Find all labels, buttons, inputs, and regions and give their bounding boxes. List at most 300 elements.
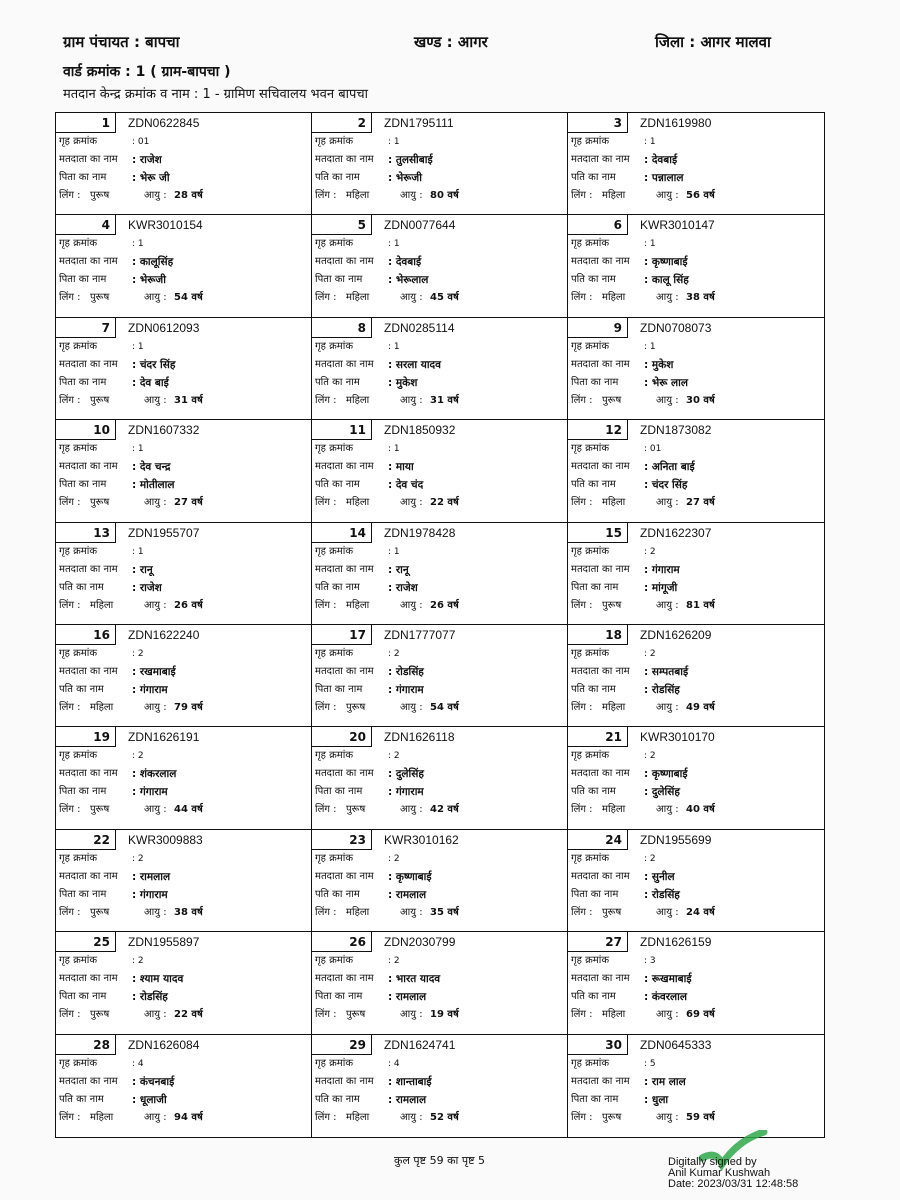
gender-label: लिंग : [571, 906, 593, 918]
voter-card-header [56, 727, 311, 747]
age-label: आयु : [144, 599, 167, 611]
voter-name: : कृष्णाबाई [644, 768, 688, 781]
house-row [568, 1055, 824, 1073]
relative-row [56, 783, 311, 801]
relative-name: : कंवरलाल [644, 991, 688, 1004]
house-label: गृह क्रमांक [571, 955, 610, 967]
age-label: आयु : [400, 190, 423, 201]
age-value: 79 वर्ष [174, 702, 203, 713]
voter-name-row [568, 561, 824, 579]
voter-card [56, 932, 312, 1034]
house-row [568, 338, 824, 356]
voter-card [312, 1035, 568, 1137]
age-value: 31 वर्ष [174, 394, 203, 406]
house-row [568, 850, 824, 868]
voter-name-row [312, 253, 567, 271]
voter-name-row [56, 253, 311, 271]
relation-label: पति का नाम [59, 1093, 104, 1105]
relative-name: : मांगूजी [644, 581, 678, 594]
voter-epic-number: KWR3009883 [128, 832, 203, 847]
relative-row [568, 271, 824, 289]
voter-name: : देव चन्द्र [132, 461, 171, 474]
gender-value: पुरूष [90, 394, 110, 406]
gender-value: महिला [346, 292, 370, 304]
gender-age-row [312, 494, 567, 512]
relation-label: पति का नाम [315, 172, 360, 183]
voter-name-label: मतदाता का नाम [315, 768, 374, 780]
age-value: 19 वर्ष [430, 1009, 459, 1021]
age-label: आयु : [400, 804, 423, 816]
house-row [56, 133, 311, 151]
voter-name-row [312, 663, 567, 681]
gender-value: पुरूष [90, 190, 110, 201]
age-label: आयु : [656, 702, 679, 713]
voter-name: : भारत यादव [388, 973, 441, 986]
age-label: आयु : [144, 292, 167, 304]
voter-epic-number: KWR3010154 [128, 218, 203, 233]
voter-epic-number: ZDN1626159 [640, 935, 712, 950]
house-row [56, 338, 311, 356]
relative-name: : रामलाल [388, 1093, 427, 1106]
voter-name-row [568, 970, 824, 988]
relation-label: पति का नाम [571, 172, 616, 183]
voter-name: : रोडसिंह [388, 666, 424, 678]
relation-label: पति का नाम [571, 479, 616, 491]
age-label: आयु : [144, 394, 167, 406]
gender-label: लिंग : [571, 1009, 593, 1021]
voter-serial-number: 16 [56, 625, 116, 645]
voter-name-row [56, 663, 311, 681]
relative-row [312, 681, 567, 699]
relative-row [568, 579, 824, 597]
relation-label: पति का नाम [571, 684, 616, 695]
age-value: 22 वर्ष [430, 497, 459, 509]
house-row [568, 747, 824, 765]
relative-name: : धूलाजी [132, 1093, 167, 1106]
voter-name: : रानू [132, 563, 153, 576]
house-row [312, 645, 567, 663]
voter-epic-number: KWR3010162 [384, 832, 459, 847]
voter-name-label: मतदाता का नाम [59, 973, 118, 985]
house-row [568, 645, 824, 663]
house-label: गृह क्रमांक [315, 852, 354, 864]
age-value: 27 वर्ष [174, 497, 203, 509]
document-header [0, 32, 900, 54]
gender-value: महिला [602, 292, 626, 304]
house-label: गृह क्रमांक [315, 750, 354, 762]
age-value: 54 वर्ष [174, 292, 203, 304]
voter-name-row [312, 765, 567, 783]
relation-label: पति का नाम [59, 684, 104, 695]
relation-label: पिता का नाम [59, 991, 107, 1003]
voter-name-label: मतदाता का नाम [315, 461, 374, 473]
voter-serial-number: 4 [56, 215, 116, 235]
voter-name-label: मतदाता का नाम [59, 563, 118, 575]
voter-epic-number: KWR3010170 [640, 730, 715, 745]
voter-name-label: मतदाता का नाम [315, 358, 374, 370]
house-row [312, 133, 567, 151]
voter-card [312, 727, 568, 829]
voter-serial-number: 8 [312, 318, 372, 338]
gender-label: लिंग : [315, 906, 337, 918]
voter-name: : सरला यादव [388, 358, 441, 371]
house-number: : 4 [132, 1058, 144, 1069]
voter-name: : शंकरलाल [132, 768, 177, 781]
voter-card-header [56, 1035, 311, 1055]
voter-card-header [56, 420, 311, 440]
gender-age-row [56, 494, 311, 512]
age-label: आयु : [144, 906, 167, 918]
voter-serial-number: 27 [568, 932, 628, 952]
voter-grid [55, 112, 825, 1138]
voter-card-header [568, 727, 824, 747]
gender-value: पुरूष [90, 906, 110, 918]
relative-row [312, 1091, 567, 1109]
zila-title: जिला : आगर मालवा [655, 33, 771, 51]
voter-card [568, 215, 824, 317]
voter-epic-number: ZDN1624741 [384, 1037, 456, 1052]
house-label: गृह क्रमांक [571, 648, 610, 659]
age-label: आयु : [656, 906, 679, 918]
voter-epic-number: ZDN0077644 [384, 218, 456, 233]
gender-label: लिंग : [315, 1009, 337, 1021]
voter-card-header [568, 113, 824, 133]
age-label: आयु : [400, 702, 423, 713]
voter-name-label: मतदाता का नाम [571, 666, 630, 677]
house-number: : 2 [132, 751, 144, 762]
relative-row [568, 169, 824, 187]
gender-value: महिला [602, 1009, 626, 1021]
relative-name: : राजेश [388, 581, 418, 594]
relative-row [312, 271, 567, 289]
voter-name-label: मतदाता का नाम [571, 870, 630, 882]
gender-age-row [56, 801, 311, 819]
gender-label: लिंग : [59, 292, 81, 304]
voter-epic-number: ZDN1873082 [640, 423, 712, 438]
gender-label: लिंग : [315, 190, 337, 201]
voter-name-label: मतदाता का नाम [571, 256, 630, 268]
gender-label: लिंग : [59, 804, 81, 816]
voter-epic-number: KWR3010147 [640, 218, 715, 233]
house-label: गृह क्रमांक [571, 443, 610, 455]
voter-epic-number: ZDN1795111 [384, 116, 454, 130]
gender-age-row [568, 289, 824, 307]
house-row [312, 747, 567, 765]
voter-name-label: मतदाता का नाम [59, 154, 118, 165]
gender-value: पुरूष [90, 497, 110, 509]
voter-name: : राजेश [132, 154, 162, 166]
gender-value: महिला [346, 497, 370, 509]
age-label: आयु : [144, 1111, 167, 1123]
age-label: आयु : [400, 292, 423, 304]
relation-label: पिता का नाम [571, 888, 619, 900]
house-number: : 4 [388, 1058, 400, 1069]
gender-label: लिंग : [59, 497, 81, 509]
relative-row [56, 271, 311, 289]
age-value: 52 वर्ष [430, 1111, 459, 1123]
relative-row [568, 783, 824, 801]
gender-label: लिंग : [315, 292, 337, 304]
voter-name-row [56, 970, 311, 988]
voter-card-header [312, 932, 567, 952]
house-label: गृह क्रमांक [315, 1057, 354, 1069]
voter-serial-number: 29 [312, 1035, 372, 1055]
house-label: गृह क्रमांक [59, 750, 98, 762]
voter-card [568, 420, 824, 522]
voter-name: : चंदर सिंह [132, 358, 176, 371]
gender-label: लिंग : [315, 394, 337, 406]
gender-age-row [568, 392, 824, 410]
relative-name: : रोडसिंह [644, 888, 680, 901]
house-label: गृह क्रमांक [571, 852, 610, 864]
gender-age-row [568, 801, 824, 819]
voter-card-header [56, 625, 311, 645]
voter-epic-number: ZDN0285114 [384, 320, 455, 335]
voter-name-label: मतदाता का नाम [59, 256, 118, 268]
relation-label: पिता का नाम [59, 274, 107, 286]
voter-name-row [568, 663, 824, 681]
relative-row [312, 169, 567, 187]
relation-label: पिता का नाम [315, 274, 363, 286]
voter-name-label: मतदाता का नाम [59, 666, 118, 677]
voter-card [56, 1035, 312, 1137]
house-label: गृह क्रमांक [571, 750, 610, 762]
house-row [56, 1055, 311, 1073]
house-row [312, 338, 567, 356]
voter-epic-number: ZDN0708073 [640, 320, 712, 335]
relative-row [312, 783, 567, 801]
voter-card [568, 727, 824, 829]
house-number: : 5 [644, 1058, 656, 1069]
voter-card-header [568, 420, 824, 440]
age-value: 44 वर्ष [174, 804, 203, 816]
gender-label: लिंग : [315, 599, 337, 611]
house-label: गृह क्रमांक [59, 136, 98, 147]
voter-card-header [312, 523, 567, 543]
gender-age-row [568, 699, 824, 717]
voter-serial-number: 30 [568, 1035, 628, 1055]
gender-value: महिला [346, 190, 370, 201]
gender-age-row [312, 289, 567, 307]
gender-value: महिला [346, 906, 370, 918]
voter-card-header [568, 215, 824, 235]
gender-value: पुरूष [346, 702, 366, 713]
voter-serial-number: 7 [56, 318, 116, 338]
voter-name: : राम लाल [644, 1075, 686, 1088]
voter-epic-number: ZDN1626084 [128, 1037, 200, 1052]
voter-card-header [568, 318, 824, 338]
house-label: गृह क्रमांक [59, 443, 98, 455]
gender-value: महिला [602, 190, 626, 201]
voter-epic-number: ZDN1955699 [640, 832, 712, 847]
gender-value: पुरूष [90, 292, 110, 304]
gender-age-row [312, 1109, 567, 1127]
voter-serial-number: 5 [312, 215, 372, 235]
relative-name: : गंगाराम [132, 888, 168, 901]
voter-card [56, 113, 312, 215]
voter-serial-number: 10 [56, 420, 116, 440]
voter-epic-number: ZDN1626209 [640, 628, 712, 642]
gender-age-row [312, 597, 567, 615]
voter-name: : कंचनबाई [132, 1075, 175, 1088]
voter-card-header [312, 1035, 567, 1055]
relative-row [56, 476, 311, 494]
relation-label: पति का नाम [571, 991, 616, 1003]
voter-name: : कालूसिंह [132, 256, 174, 269]
relative-name: : रामलाल [388, 888, 427, 901]
relative-row [568, 988, 824, 1006]
gender-label: लिंग : [571, 497, 593, 509]
voter-serial-number: 9 [568, 318, 628, 338]
house-row [568, 235, 824, 253]
gender-label: लिंग : [571, 599, 593, 611]
relative-row [56, 1091, 311, 1109]
house-row [56, 440, 311, 458]
age-label: आयु : [144, 190, 167, 201]
house-row [312, 952, 567, 970]
voter-name-label: मतदाता का नाम [59, 768, 118, 780]
voter-epic-number: ZDN0612093 [128, 320, 200, 335]
voter-card [312, 215, 568, 317]
voter-card-header [568, 830, 824, 850]
age-value: 35 वर्ष [430, 906, 459, 918]
age-value: 40 वर्ष [686, 804, 715, 816]
age-label: आयु : [144, 497, 167, 509]
voter-name-label: मतदाता का नाम [315, 563, 374, 575]
relative-name: : गंगाराम [132, 786, 168, 799]
gender-label: लिंग : [315, 1111, 337, 1123]
house-label: गृह क्रमांक [59, 955, 98, 967]
house-row [312, 850, 567, 868]
voter-name: : सुनील [644, 870, 675, 883]
voter-name: : रूखमाबाई [644, 973, 692, 986]
gender-value: महिला [602, 497, 626, 509]
relative-name: : रामलाल [388, 991, 427, 1004]
voter-serial-number: 17 [312, 625, 372, 645]
voter-serial-number: 12 [568, 420, 628, 440]
voter-name-label: मतदाता का नाम [315, 973, 374, 985]
age-value: 49 वर्ष [686, 702, 715, 713]
house-row [56, 850, 311, 868]
gender-value: महिला [602, 702, 626, 713]
house-row [568, 952, 824, 970]
gender-value: महिला [90, 599, 114, 611]
house-number: : 2 [388, 751, 400, 762]
voter-card-header [56, 523, 311, 543]
voter-card-header [56, 932, 311, 952]
gender-value: पुरूष [346, 1009, 366, 1021]
house-label: गृह क्रमांक [59, 545, 98, 557]
gender-value: महिला [346, 599, 370, 611]
relative-name: : भेरू लाल [644, 376, 689, 389]
age-label: आयु : [400, 599, 423, 611]
age-value: 28 वर्ष [174, 190, 203, 201]
age-value: 81 वर्ष [686, 599, 715, 611]
voter-serial-number: 2 [312, 113, 372, 133]
voter-name: : अनिता बाई [644, 461, 695, 474]
relative-row [568, 681, 824, 699]
voter-card-header [56, 215, 311, 235]
house-label: गृह क्रमांक [59, 852, 98, 864]
voter-name-row [56, 356, 311, 374]
gender-age-row [56, 1006, 311, 1024]
house-label: गृह क्रमांक [315, 238, 354, 250]
gender-label: लिंग : [59, 599, 81, 611]
gender-age-row [568, 494, 824, 512]
gender-label: लिंग : [59, 394, 81, 406]
gender-label: लिंग : [571, 804, 593, 816]
voter-name-label: मतदाता का नाम [571, 154, 630, 165]
gender-age-row [568, 1109, 824, 1127]
age-value: 42 वर्ष [430, 804, 459, 816]
voter-serial-number: 20 [312, 727, 372, 747]
voter-card [312, 420, 568, 522]
house-number: : 2 [388, 649, 400, 659]
gender-age-row [568, 597, 824, 615]
age-value: 30 वर्ष [686, 394, 715, 406]
voter-name-label: मतदाता का नाम [571, 461, 630, 473]
gender-age-row [312, 1006, 567, 1024]
voter-card [312, 625, 568, 727]
voter-epic-number: ZDN1622307 [640, 525, 712, 540]
voter-name-row [56, 868, 311, 886]
voter-name-row [568, 765, 824, 783]
voter-card-header [312, 215, 567, 235]
house-label: गृह क्रमांक [315, 648, 354, 659]
digital-signature [668, 1157, 798, 1190]
relative-name: : रोडसिंह [644, 684, 680, 696]
voter-name-row [568, 356, 824, 374]
house-row [56, 235, 311, 253]
house-number: : 1 [132, 341, 144, 352]
relation-label: पति का नाम [571, 274, 616, 286]
voter-name-row [312, 356, 567, 374]
gender-age-row [56, 597, 311, 615]
voter-serial-number: 24 [568, 830, 628, 850]
voter-name-row [568, 1073, 824, 1091]
voter-name: : मुकेश [644, 358, 674, 371]
house-label: गृह क्रमांक [59, 340, 98, 352]
gender-label: लिंग : [59, 702, 81, 713]
house-label: गृह क्रमांक [59, 648, 98, 659]
house-row [312, 543, 567, 561]
gender-age-row [56, 904, 311, 922]
voter-name-label: मतदाता का नाम [315, 154, 374, 165]
house-number: : 2 [388, 853, 400, 864]
age-value: 80 वर्ष [430, 190, 459, 201]
relation-label: पिता का नाम [315, 684, 363, 695]
voter-name-label: मतदाता का नाम [571, 973, 630, 985]
relative-row [312, 886, 567, 904]
age-value: 22 वर्ष [174, 1009, 203, 1021]
house-row [568, 133, 824, 151]
gender-value: पुरूष [90, 1009, 110, 1021]
gender-value: पुरूष [602, 394, 622, 406]
relative-row [56, 886, 311, 904]
gender-label: लिंग : [571, 394, 593, 406]
house-row [56, 747, 311, 765]
voter-name-label: मतदाता का नाम [315, 870, 374, 882]
voter-name: : गंगाराम [644, 563, 680, 576]
gender-label: लिंग : [315, 497, 337, 509]
voter-name-label: मतदाता का नाम [571, 563, 630, 575]
house-row [56, 543, 311, 561]
relative-name: : गंगाराम [132, 684, 168, 696]
age-value: 27 वर्ष [686, 497, 715, 509]
voter-card-header [312, 625, 567, 645]
house-label: गृह क्रमांक [571, 238, 610, 250]
relative-name: : कालू सिंह [644, 274, 689, 287]
